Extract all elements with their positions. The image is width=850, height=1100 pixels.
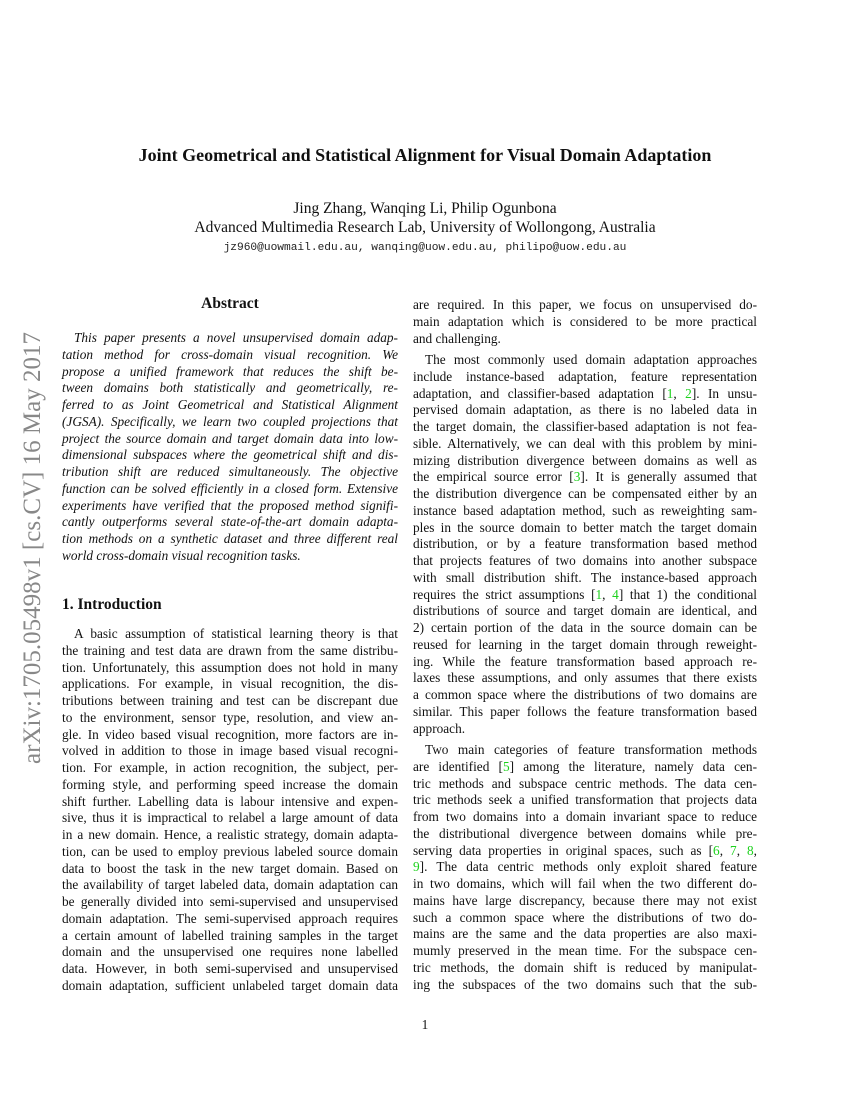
text-line: world cross-domain visual recognition tasks. <box>62 547 301 563</box>
text-line: similar. This paper follows the feature transformation based <box>413 703 757 719</box>
citation-link[interactable]: 4 <box>612 586 619 602</box>
text-line: to the environment, sensor type, resolution, and view an- <box>62 709 398 725</box>
text-line: tion, can be used to employ previous labeled source domain <box>62 843 398 859</box>
citation-link[interactable]: 6 <box>713 842 720 858</box>
text-line: the availability of target labeled data, domain adaptation can <box>62 877 398 893</box>
text-line: mumly preserved in the mean time. For the subspace cen- <box>413 943 757 958</box>
text-line: forming style, and performing speed increase the domain <box>62 776 398 792</box>
text-line: shift further. Labelling data is labour intensive and expen- <box>62 793 398 809</box>
citation-link[interactable]: 9 <box>413 859 420 875</box>
text-line: requires the strict assumptions [1, 4] that 1) the conditional <box>413 586 758 602</box>
text-line: main adaptation which is considered to be more practical <box>413 313 757 329</box>
text-line: that projects features of two domains into another subspace <box>413 553 757 568</box>
text-line: are required. In this paper, we focus on unsupervised do- <box>413 297 757 312</box>
text-line: applications. For example, in visual recognition, the dis- <box>62 676 398 692</box>
text-line: in two domains, which will fail when the two different do- <box>413 876 757 891</box>
text-line: serving data properties in original spaces, such as [6, 7, 8, <box>413 842 757 858</box>
introduction-paragraph <box>413 297 757 347</box>
text-line: from two domains into a domain invariant space to reduce <box>413 809 757 824</box>
text-line: (JGSA). Specifically, we learn two coupled projections that <box>62 413 398 429</box>
text-line: tion. For example, in action recognition, the subject, per- <box>62 760 398 775</box>
text-line: pervised domain adaptation, as there is no labeled data in <box>413 402 757 418</box>
text-line: ing the subspaces of the two domains such that the sub- <box>413 976 757 992</box>
text-line: mizing distribution divergence between domains as well as <box>413 452 757 468</box>
text-line: domain adaptation. The semi-supervised approach requires <box>62 910 398 926</box>
text-line: tribution shift are reduced simultaneously. The objective <box>62 464 398 479</box>
text-line: tion. Unfortunately, this assumption does not hold in many <box>62 659 398 675</box>
citation-link[interactable]: 1 <box>595 586 603 602</box>
text-line: instance based adaptation method, such as reweighting sam- <box>413 502 757 518</box>
text-line: The most commonly used domain adaptation approaches <box>425 352 757 367</box>
arxiv-stamp: arXiv:1705.05498v1 [cs.CV] 16 May 2017 <box>19 332 46 764</box>
abstract-body <box>62 330 398 565</box>
text-line: tric methods and subspace centric methods. The data cen- <box>413 775 757 791</box>
text-line: approach. <box>413 720 466 736</box>
text-line: the empirical source error [3]. It is generally assumed that <box>413 469 757 485</box>
citation-link[interactable]: 2 <box>685 385 692 401</box>
text-line: sible. Alternatively, we can deal with this problem by mini- <box>413 435 757 451</box>
text-line: in a new domain. Hence, a realistic strategy, domain adapta- <box>62 827 398 842</box>
text-line: cantly outperforms several state-of-the-art domain adapta- <box>62 514 398 530</box>
introduction-heading: 1. Introduction <box>62 596 162 613</box>
text-line: distribution, or by a feature transformation based method <box>413 536 757 552</box>
text-line: 2) certain portion of the data in the source domain can be <box>413 620 757 635</box>
page-number: 1 <box>421 1017 429 1032</box>
text-line: experiments have verified that the proposed method signifi- <box>62 497 398 513</box>
text-line: tric methods seek a unified transformation that projects data <box>413 792 757 808</box>
text-line: tween domains both statistically and geometrically, re- <box>62 380 398 396</box>
text-line: function can be solved efficiently in a closed form. Extensive <box>62 480 398 496</box>
abstract-heading: Abstract <box>201 295 259 312</box>
text-line: a common space where the distributions of two domains are <box>413 687 757 702</box>
text-line: ing. While the feature transformation based approach re- <box>413 653 757 669</box>
text-line: are identified [5] among the literature, namely data cen- <box>413 758 757 774</box>
text-line: mains are the same and the data properties are also maxi- <box>413 926 757 942</box>
text-line: dimensional subspaces where the geometrical shift and dis- <box>62 447 398 463</box>
text-line: the distributional divergence between domains while pre- <box>413 825 757 841</box>
text-line: reused for learning in the target domain through reweight- <box>413 636 757 652</box>
text-line: the training and test data are drawn from the same distribu- <box>62 642 398 658</box>
citation-link[interactable]: 5 <box>502 758 510 774</box>
text-line: domain and the unsupervised one requires none labelled <box>62 944 398 960</box>
text-line: propose a unified framework that reduces the shift be- <box>62 363 398 379</box>
introduction-paragraph <box>413 352 757 737</box>
text-line: gle. In video based visual recognition, more factors are in- <box>62 726 398 742</box>
citation-link[interactable]: 7 <box>730 842 737 858</box>
text-line: sive, thus it is impractical to relabel a large amount of data <box>62 810 398 826</box>
affiliation: Advanced Multimedia Research Lab, University of Wollongong, Australia <box>194 219 656 236</box>
text-line: ples in the source domain to better match the target domain <box>413 519 757 535</box>
text-line: distributions of source and target domain are identical, and <box>413 603 757 619</box>
text-line: This paper presents a novel unsupervised domain adap- <box>74 330 398 345</box>
text-line: project the source domain and target domain data into low- <box>62 430 398 446</box>
text-line: ferred to as Joint Geometrical and Statistical Alignment <box>62 397 398 412</box>
authors: Jing Zhang, Wanqing Li, Philip Ogunbona <box>293 200 557 217</box>
text-line: domain adaptation, sufficient unlabeled target domain data <box>62 977 398 993</box>
citation-link[interactable]: 3 <box>573 469 581 485</box>
text-line: be generally divided into semi-supervised and unsupervised <box>62 894 398 909</box>
text-line: the target domain, the classifier-based adaptation is not fea- <box>413 419 757 434</box>
text-line: with small distribution shift. The instance-based approach <box>413 569 757 585</box>
paper-title: Joint Geometrical and Statistical Alignment for Visual Domain Adaptation <box>138 145 712 165</box>
text-line: tion methods on a synthetic dataset and three different real <box>62 531 398 546</box>
text-line: data to boost the task in the new target domain. Based on <box>62 860 398 876</box>
text-line: a certain amount of labelled training samples in the target <box>62 927 398 943</box>
text-line: the distribution divergence can be compensated either by an <box>413 486 757 501</box>
text-line: data. However, in both semi-supervised and unsupervised <box>62 961 398 976</box>
text-line: and challenging. <box>413 330 501 346</box>
text-line: 9]. The data centric methods only exploit shared feature <box>413 859 757 875</box>
text-line: mains have large discrepancy, because there may not exist <box>413 892 757 908</box>
author-emails: jz960@uowmail.edu.au, wanqing@uow.edu.au, philipo@uow.edu.au <box>223 242 627 254</box>
text-line: Two main categories of feature transformation methods <box>425 742 757 757</box>
text-line: volved in addition to those in image based visual recogni- <box>62 743 398 759</box>
text-line: include instance-based adaptation, feature representation <box>413 368 757 384</box>
text-line: tric methods, the domain shift is reduced by manipulat- <box>413 959 757 975</box>
text-line: such a common space where the distributions of two do- <box>413 909 757 925</box>
citation-link[interactable]: 1 <box>666 385 674 401</box>
text-line: laxes these assumptions, and only assumes that there exists <box>413 670 757 686</box>
text-line: tation method for cross-domain visual recognition. We <box>62 346 398 362</box>
introduction-left-column <box>62 626 398 995</box>
text-line: A basic assumption of statistical learning theory is that <box>74 626 398 641</box>
citation-link[interactable]: 8 <box>747 842 754 858</box>
text-line: tributions between training and test can be discrepant due <box>62 693 398 708</box>
introduction-paragraph <box>413 742 757 993</box>
text-line: adaptation, and classifier-based adaptation [1, 2]. In unsu- <box>413 385 757 401</box>
